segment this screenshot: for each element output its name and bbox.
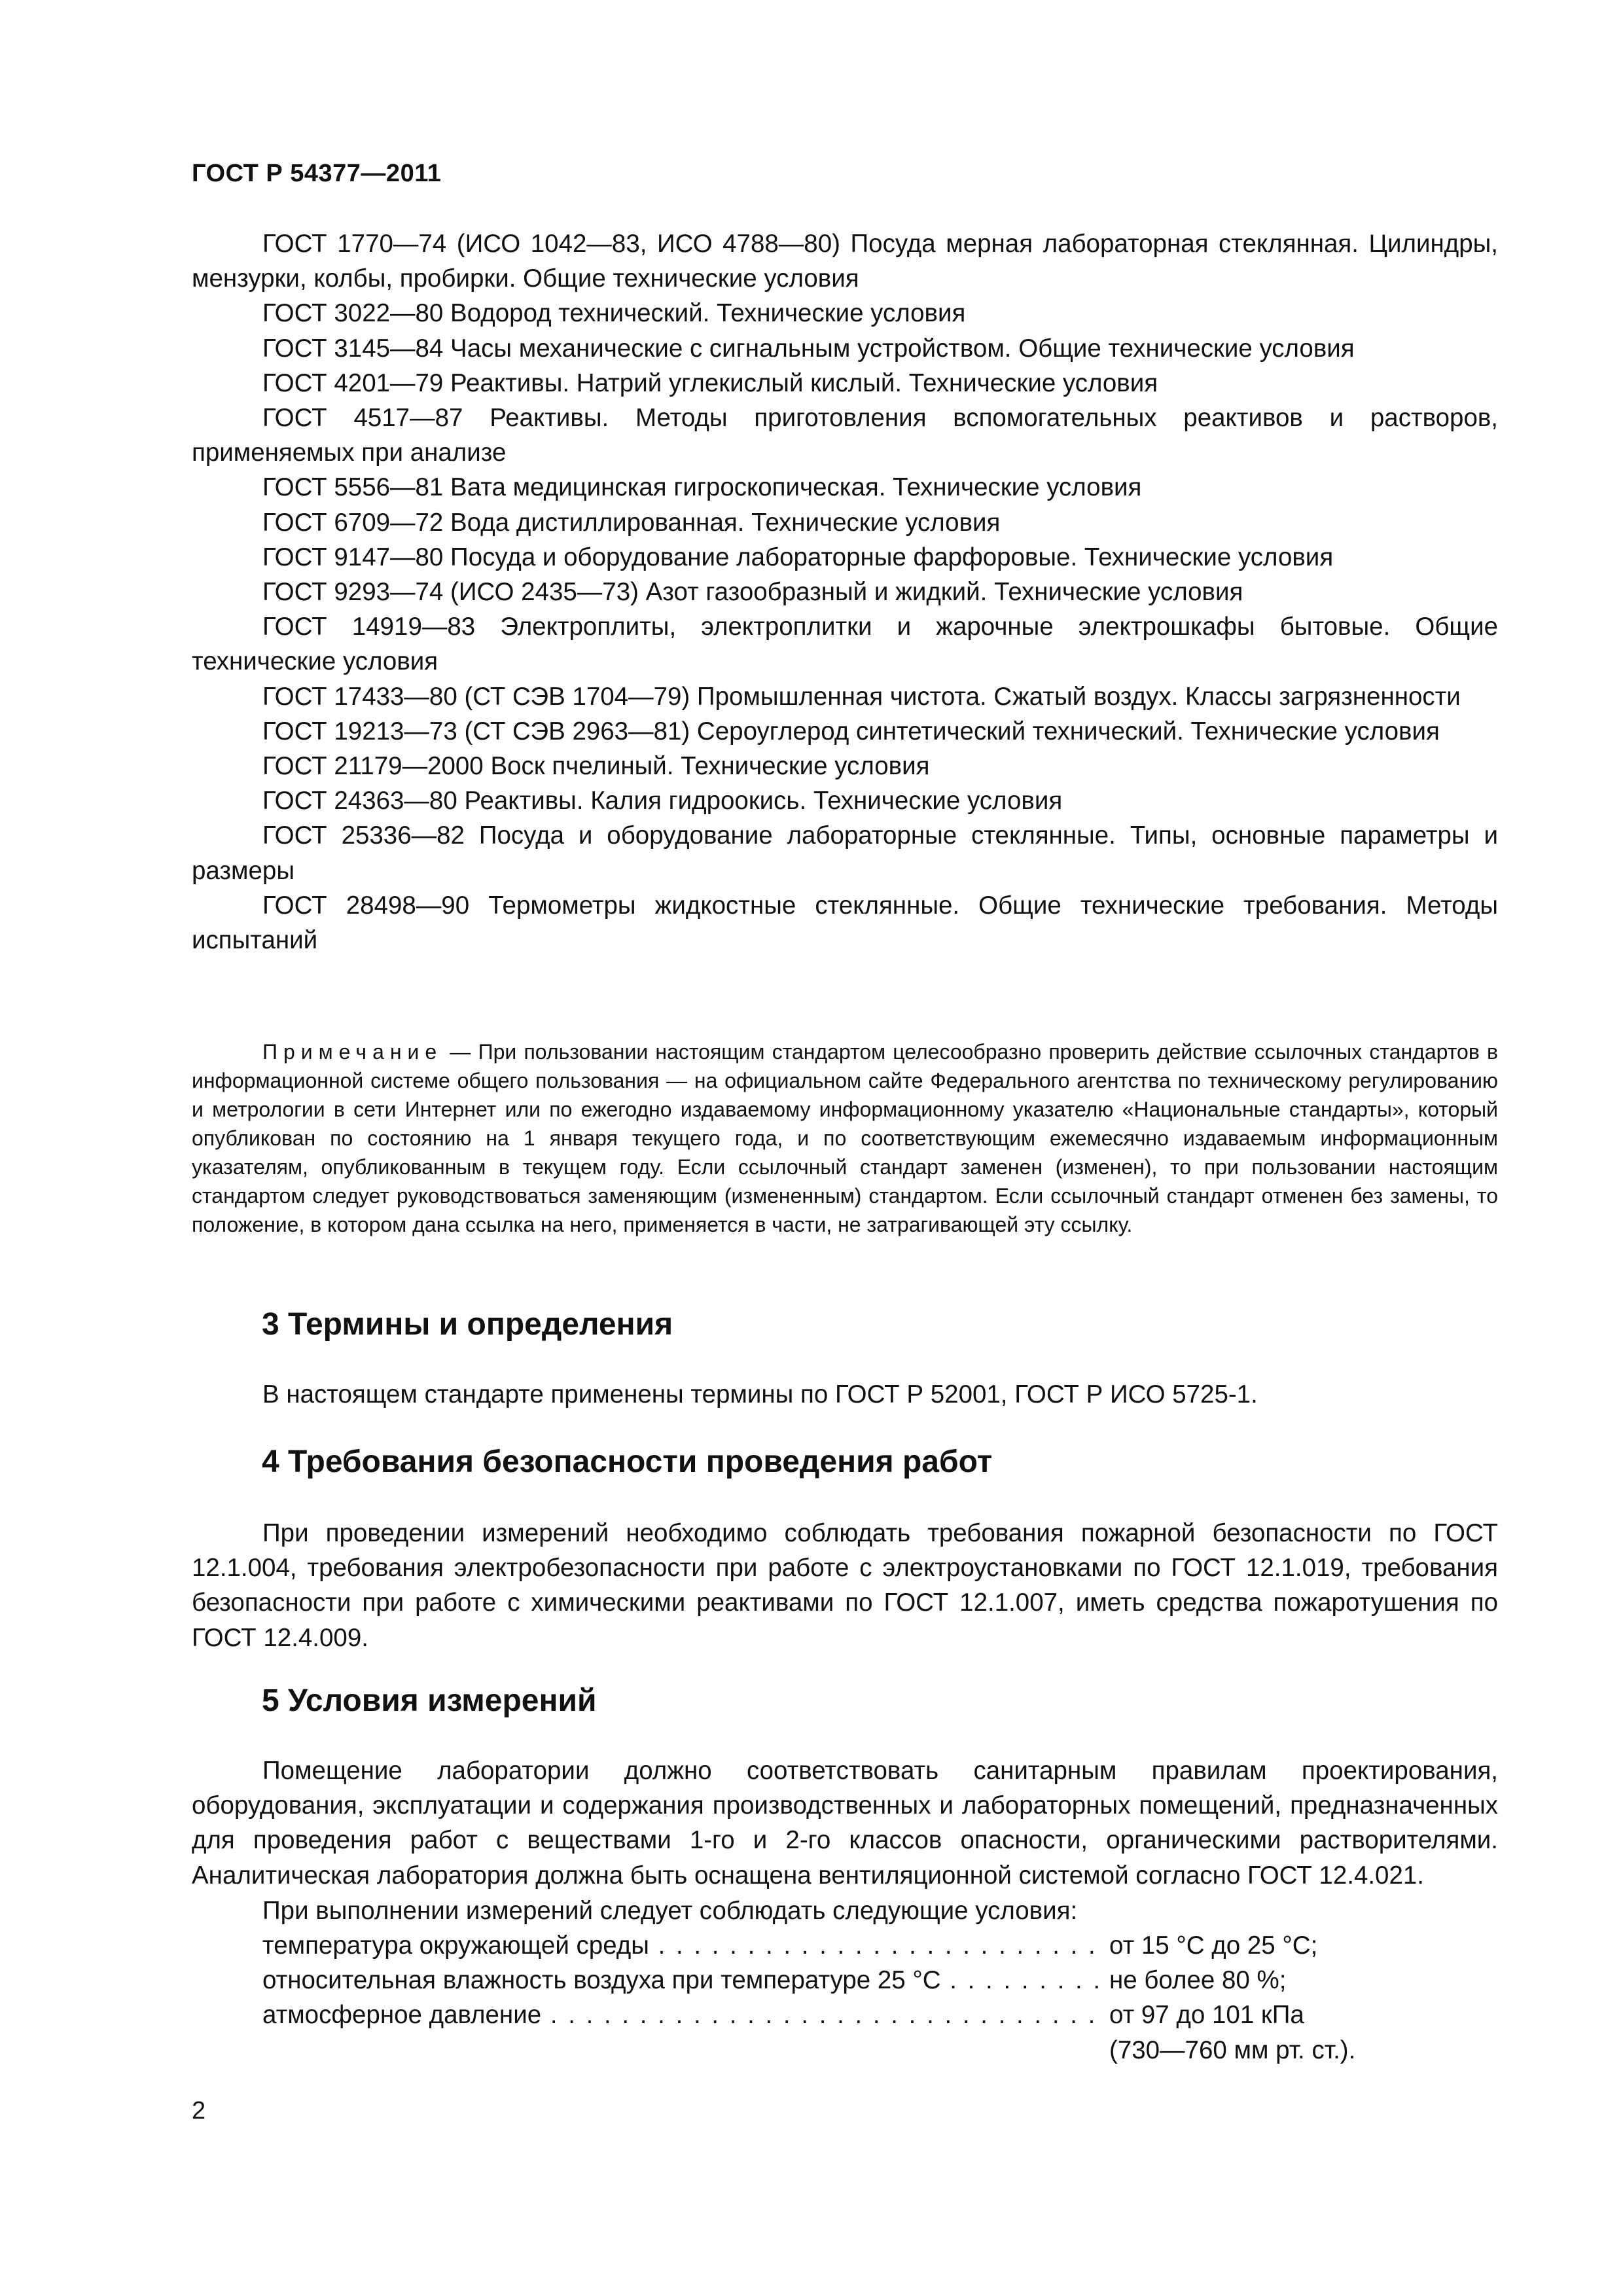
page-number: 2 — [192, 2097, 206, 2125]
condition-label: относительная влажность воздуха при температуре 25 °С . . . — [262, 1963, 1101, 1998]
condition-label: атмосферное давление . . . — [262, 1998, 1101, 2032]
section-5-text: Помещение лаборатории должно соответствовать санитарным правилам проектирования, оборудования, эксплуатации и содержания производственных и лабораторных помещений, предназначенных для проведения работ с веществами 1-го и 2-го классов опасности, органическими растворителями. Аналитическая лаборатория должна быть оснащена вентиляционной системой согласно ГОСТ 12.4.021. — [192, 1757, 1498, 1890]
condition-value: от 15 °С до 25 °С; — [1109, 1931, 1318, 1960]
reference-item: ГОСТ 5556—81 Вата медицинская гигроскопическая. Технические условия — [262, 473, 1142, 502]
reference-item: ГОСТ 3145—84 Часы механические с сигнальным устройством. Общие технические условия — [262, 334, 1355, 363]
condition-row — [262, 2033, 1440, 2068]
reference-item: ГОСТ 4201—79 Реактивы. Натрий углекислый кислый. Технические условия — [262, 368, 1158, 397]
condition-value: от 97 до 101 кПа — [1109, 2001, 1304, 2030]
section-5-heading: 5 Условия измерений — [262, 1683, 597, 1718]
reference-item: ГОСТ 28498—90 Термометры жидкостные стеклянные. Общие технические требования. Методы испытаний — [192, 891, 1498, 955]
condition-row — [262, 1963, 1440, 1998]
reference-item: ГОСТ 21179—2000 Воск пчелиный. Технические условия — [262, 752, 930, 781]
normative-references-list — [192, 226, 1498, 958]
pressure-mm-value: (730—760 мм рт. ст.). — [1109, 2036, 1356, 2064]
reference-item: ГОСТ 6709—72 Вода дистиллированная. Технические условия — [262, 508, 1001, 537]
note-label: Примечание — [262, 1040, 443, 1064]
reference-item: ГОСТ 24363—80 Реактивы. Калия гидроокись. Технические условия — [262, 787, 1063, 816]
conditions-intro: При выполнении измерений следует соблюдать следующие условия: — [262, 1897, 1078, 1925]
reference-item: ГОСТ 14919—83 Электроплиты, электроплитки и жарочные электрошкафы бытовые. Общие технические условия — [192, 613, 1499, 676]
condition-value: не более 80 %; — [1109, 1966, 1287, 1995]
section-4-heading: 4 Требования безопасности проведения работ — [262, 1444, 993, 1479]
document-header: ГОСТ Р 54377—2011 — [192, 160, 442, 187]
condition-label: температура окружающей среды . . . — [262, 1928, 1101, 1963]
reference-item: ГОСТ 1770—74 (ИСО 1042—83, ИСО 4788—80) Посуда мерная лабораторная стеклянная. Цилиндры, мензурки, колбы, пробирки. Общие технические условия — [192, 230, 1499, 293]
section-4-text: При проведении измерений необходимо соблюдать требования пожарной безопасности по ГОСТ 12.1.004, требования электробезопасности при работе с электроустановками по ГОСТ 12.1.019, требования безопасности при работе с химическими реактивами по ГОСТ 12.1.007, иметь средства пожаротушения по ГОСТ 12.4.009. — [192, 1519, 1498, 1652]
condition-row — [262, 1928, 1440, 1963]
reference-item: ГОСТ 9147—80 Посуда и оборудование лабораторные фарфоровые. Технические условия — [262, 543, 1334, 571]
reference-item: ГОСТ 4517—87 Реактивы. Методы приготовления вспомогательных реактивов и растворов, применяемых при анализе — [192, 404, 1498, 467]
reference-item: ГОСТ 17433—80 (СТ СЭВ 1704—79) Промышленная чистота. Сжатый воздух. Классы загрязненности — [262, 682, 1461, 711]
measurement-conditions — [262, 1928, 1440, 2068]
reference-item: ГОСТ 3022—80 Водород технический. Технические условия — [262, 299, 966, 328]
condition-row — [262, 1998, 1440, 2032]
reference-item: ГОСТ 19213—73 (СТ СЭВ 2963—81) Сероуглерод синтетический технический. Технические условия — [262, 717, 1440, 745]
reference-item: ГОСТ 25336—82 Посуда и оборудование лабораторные стеклянные. Типы, основные параметры и размеры — [192, 821, 1498, 885]
section-3-text: В настоящем стандарте применены термины по ГОСТ Р 52001, ГОСТ Р ИСО 5725-1. — [262, 1380, 1258, 1408]
references-note — [192, 1037, 1498, 1239]
note-text: — При пользовании настоящим стандартом целесообразно проверить действие ссылочных стандартов в информационной системе общего пользования — на официальном сайте Федерального агентства по техническому регулированию и метрологии в сети Интернет или по ежегодно издаваемому информационному указателю «Национальные стандарты», который опубликован по состоянию на 1 января текущего года, и по соответствующим ежемесячно издаваемым информационным указателям, опубликованным в текущем году. Если ссылочный стандарт заменен (изменен), то при пользовании настоящим стандартом следует руководствоваться заменяющим (измененным) стандартом. Если ссылочный стандарт отменен без замены, то положение, в котором дана ссылка на него, применяется в части, не затрагивающей эту ссылку. — [192, 1040, 1499, 1236]
reference-item: ГОСТ 9293—74 (ИСО 2435—73) Азот газообразный и жидкий. Технические условия — [262, 578, 1243, 607]
section-3-heading: 3 Термины и определения — [262, 1307, 673, 1342]
